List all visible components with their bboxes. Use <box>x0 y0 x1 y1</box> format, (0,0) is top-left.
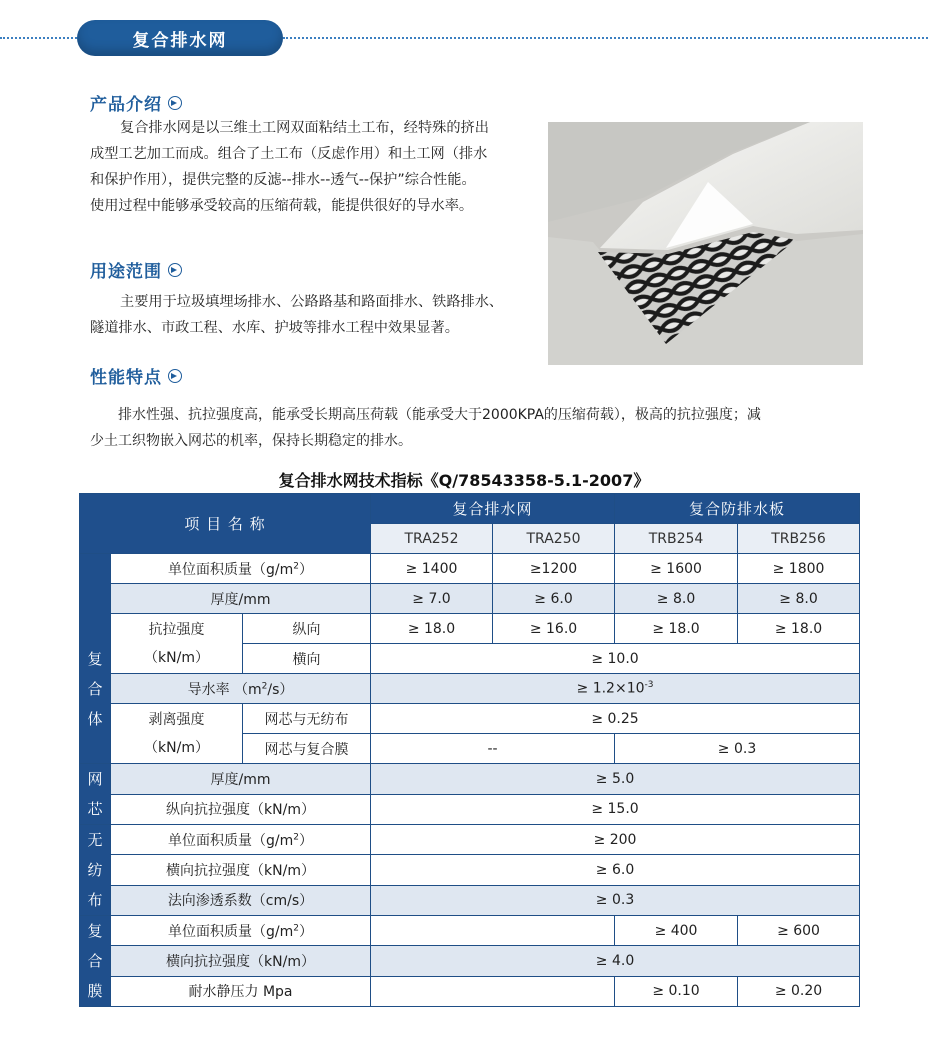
circle-arrow-icon <box>168 263 182 277</box>
drainage-net-illustration <box>548 122 863 365</box>
table-cell: ≥ 1600 <box>615 554 738 584</box>
table-cell: ≥ 10.0 <box>371 644 860 674</box>
table-cell: ≥ 18.0 <box>738 614 860 644</box>
intro-heading-text: 产品介绍 <box>90 95 162 115</box>
features-heading <box>90 363 182 388</box>
group-core <box>80 764 111 825</box>
group-board-header: 复合防排水板 <box>615 494 860 524</box>
group-net-header: 复合排水网 <box>371 494 615 524</box>
table-cell: ≥ 5.0 <box>371 764 860 795</box>
tensile-label: 抗拉强度 <box>148 621 205 638</box>
features-paragraph <box>90 402 761 454</box>
col-item-header: 项 目 名 称 <box>80 494 371 554</box>
row-sublabel: 网芯与无纺布 <box>243 704 371 734</box>
row-label <box>111 554 371 584</box>
peel-label: 剥离强度 <box>148 711 205 728</box>
table-cell: ≥ 6.0 <box>371 855 860 885</box>
table-cell: ≥ 15.0 <box>371 794 860 825</box>
model-header: TRA252 <box>371 524 493 554</box>
circle-arrow-icon <box>168 369 182 383</box>
row-label: 厚度/mm <box>111 584 371 614</box>
group-composite <box>80 554 111 764</box>
model-header: TRB256 <box>738 524 860 554</box>
row-label <box>111 825 371 855</box>
table-cell: ≥ 6.0 <box>493 584 615 614</box>
table-cell: ≥ 1400 <box>371 554 493 584</box>
group-core-label: 网芯 <box>87 770 103 818</box>
table-cell: -- <box>371 734 615 764</box>
superscript: 2 <box>293 923 299 933</box>
row-label <box>111 614 243 674</box>
table-cell: ≥ 0.20 <box>738 976 860 1006</box>
table-title: 复合排水网技术指标《Q/78543358-5.1-2007》 <box>278 471 650 490</box>
row-label: 厚度/mm <box>111 764 371 795</box>
unit-mass-suffix: ） <box>298 561 313 578</box>
table-cell: ≥ 1800 <box>738 554 860 584</box>
table-cell: ≥ 18.0 <box>371 614 493 644</box>
intro-line: 成型工艺加工而成。组合了土工布（反虑作用）和土工网（排水 <box>90 146 488 162</box>
table-cell: ≥ 600 <box>738 916 860 946</box>
usage-heading-text: 用途范围 <box>90 262 162 282</box>
conductivity-suffix: /s） <box>267 681 294 698</box>
table-cell: ≥ 0.3 <box>371 885 860 915</box>
usage-line: 主要用于垃圾填埋场排水、公路路基和路面排水、铁路排水、 <box>120 294 504 310</box>
table-cell <box>371 916 615 946</box>
unit-mass-label: 单位面积质量（g/m <box>168 832 294 849</box>
unit-mass-suffix: ） <box>298 923 313 940</box>
table-cell: ≥ 0.25 <box>371 704 860 734</box>
intro-paragraph <box>90 115 489 219</box>
row-label <box>111 916 371 946</box>
unit-mass-label: 单位面积质量（g/m <box>168 923 294 940</box>
table-cell: ≥ 16.0 <box>493 614 615 644</box>
features-heading-text: 性能特点 <box>90 368 162 388</box>
superscript: 2 <box>261 680 268 691</box>
table-cell <box>371 976 615 1006</box>
table-cell: ≥1200 <box>493 554 615 584</box>
table-cell: ≥ 400 <box>615 916 738 946</box>
table-cell: ≥ 18.0 <box>615 614 738 644</box>
row-sublabel: 网芯与复合膜 <box>243 734 371 764</box>
unit-mass-suffix: ） <box>298 832 313 849</box>
spec-table <box>79 493 860 1007</box>
group-membrane-label: 复合膜 <box>87 922 103 1000</box>
row-label <box>111 704 243 764</box>
superscript: -3 <box>644 680 654 691</box>
intro-line: 使用过程中能够承受较高的压缩荷载，能提供很好的导水率。 <box>90 198 474 214</box>
intro-heading <box>90 90 182 115</box>
usage-heading <box>90 257 182 282</box>
row-label: 法向渗透系数（cm/s） <box>111 885 371 915</box>
superscript: 2 <box>293 560 299 571</box>
page-title: 复合排水网 <box>77 20 283 56</box>
header-dotted-line-left <box>0 37 77 39</box>
table-cell: ≥ 200 <box>371 825 860 855</box>
table-cell <box>371 674 860 704</box>
row-label: 纵向抗拉强度（kN/m） <box>111 794 371 825</box>
row-label: 耐水静压力 Mpa <box>111 976 371 1006</box>
peel-unit: （kN/m） <box>144 739 209 756</box>
table-cell: ≥ 8.0 <box>738 584 860 614</box>
table-cell: ≥ 0.10 <box>615 976 738 1006</box>
group-composite-label: 复合体 <box>87 649 103 728</box>
product-photo <box>548 122 863 365</box>
circle-arrow-icon <box>168 96 182 110</box>
group-membrane <box>80 916 111 1007</box>
features-line: 少土工织物嵌入网芯的机率，保持长期稳定的排水。 <box>90 433 412 449</box>
row-label <box>111 674 371 704</box>
row-sublabel: 横向 <box>243 644 371 674</box>
table-cell: ≥ 0.3 <box>615 734 860 764</box>
table-cell: ≥ 8.0 <box>615 584 738 614</box>
tensile-unit: （kN/m） <box>144 649 209 666</box>
group-nonwoven <box>80 825 111 916</box>
superscript: 2 <box>293 832 299 842</box>
row-label: 横向抗拉强度（kN/m） <box>111 855 371 885</box>
row-sublabel: 纵向 <box>243 614 371 644</box>
table-cell: ≥ 7.0 <box>371 584 493 614</box>
unit-mass-label: 单位面积质量（g/m <box>168 561 294 578</box>
group-nonwoven-label: 无纺布 <box>87 831 103 909</box>
usage-line: 隧道排水、市政工程、水库、护坡等排水工程中效果显著。 <box>90 320 459 336</box>
table-cell: ≥ 4.0 <box>371 946 860 976</box>
model-header: TRA250 <box>493 524 615 554</box>
intro-line: 和保护作用），提供完整的反滤--排水--透气--保护”综合性能。 <box>90 172 476 188</box>
model-header: TRB254 <box>615 524 738 554</box>
usage-paragraph <box>90 289 503 341</box>
header-dotted-line-right <box>283 37 928 39</box>
intro-line: 复合排水网是以三维土工网双面粘结土工布，经特殊的挤出 <box>120 120 489 136</box>
features-line: 排水性强、抗拉强度高，能承受长期高压荷载（能承受大于2000KPA的压缩荷载），极高的抗拉强度；减 <box>118 407 761 423</box>
conductivity-label: 导水率 （m <box>187 681 262 698</box>
conductivity-value: ≥ 1.2×10 <box>576 680 645 697</box>
row-label: 横向抗拉强度（kN/m） <box>111 946 371 976</box>
